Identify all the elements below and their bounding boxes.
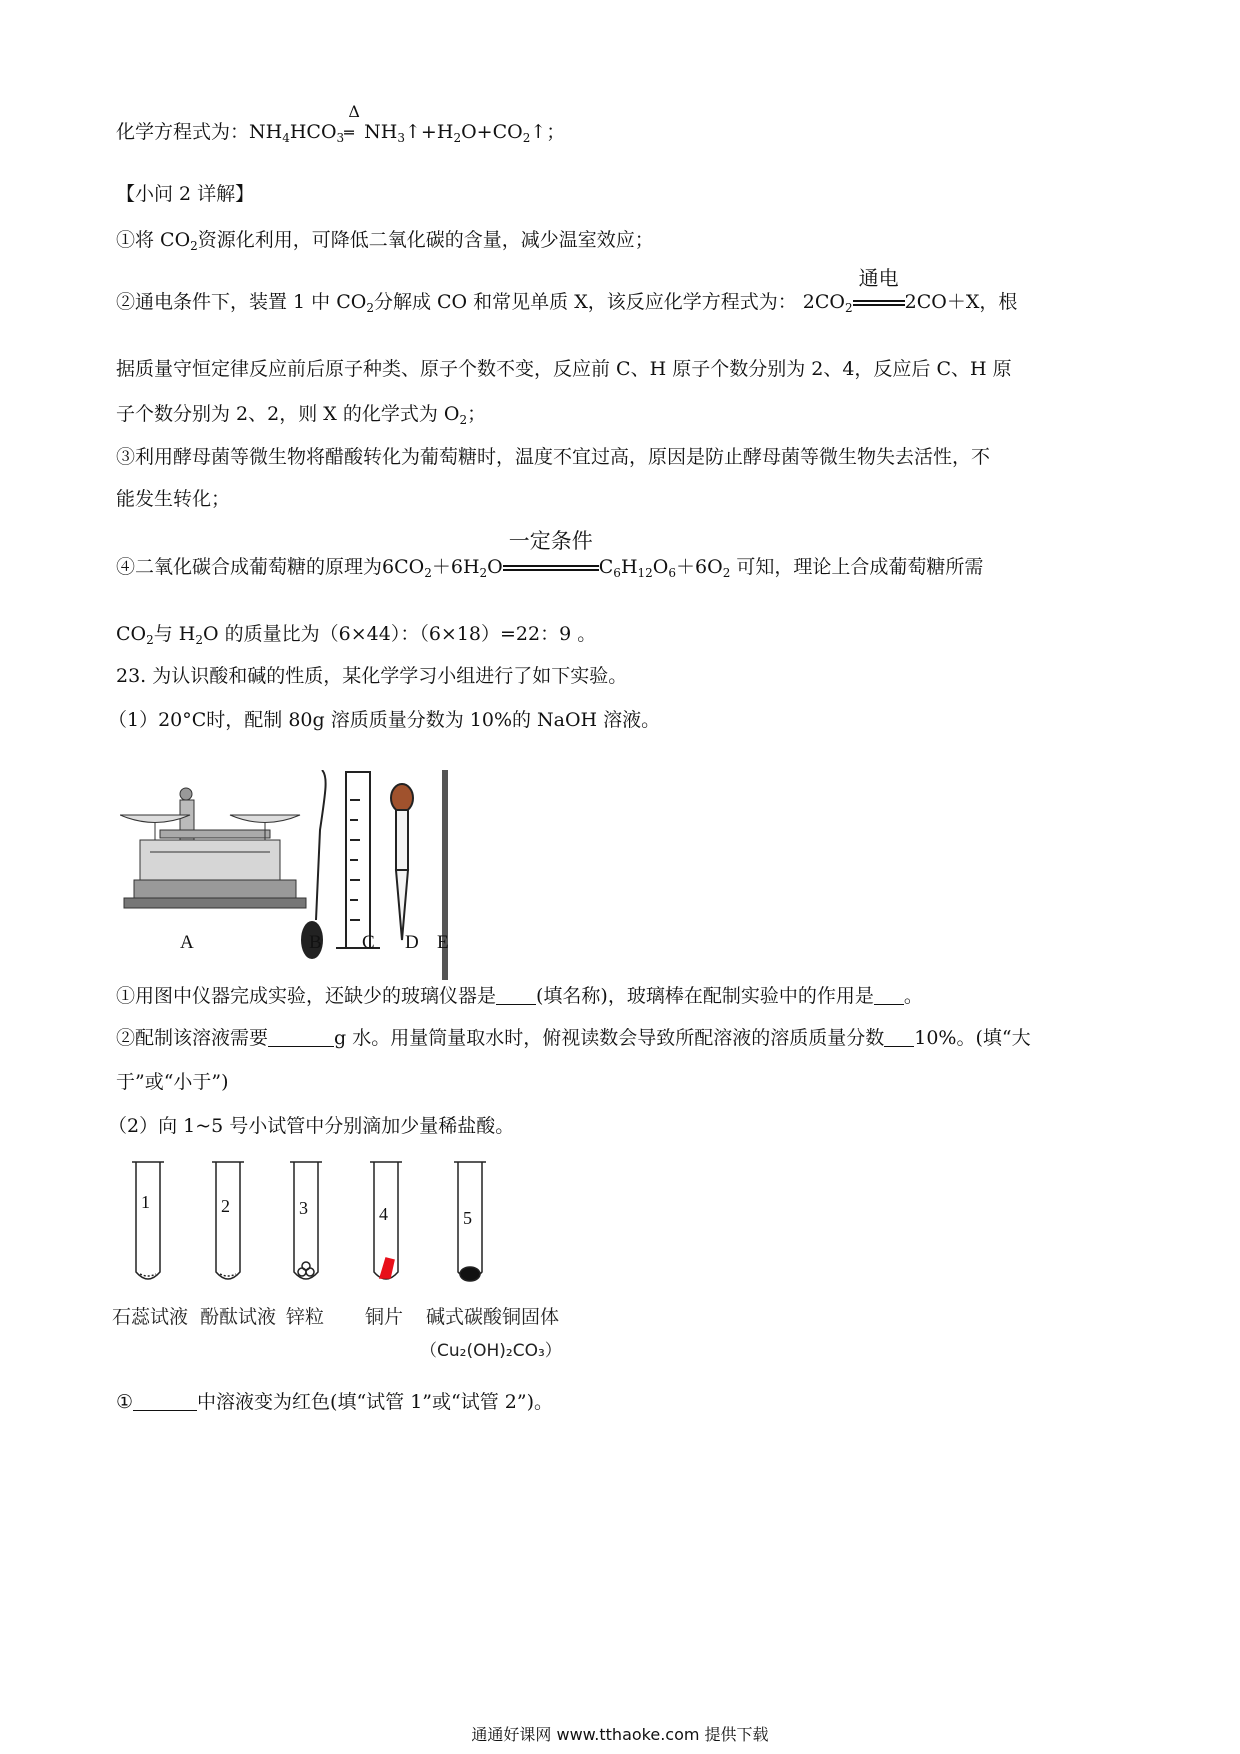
tube-number-1: 1	[141, 1192, 150, 1212]
caption-basic-copper-carbonate: 碱式碳酸铜固体	[426, 1306, 560, 1328]
paragraph-1: ①将 $CO_2$资源化利用，可降低二氧化碳的含量，减少温室效应；	[116, 229, 654, 253]
label-C: C	[362, 932, 375, 953]
label-B: B	[309, 932, 322, 953]
section-heading: 【小问 2 详解】	[116, 183, 255, 205]
test-tube-2-icon	[212, 1162, 244, 1279]
caption-phenolphthalein: 酚酞试液	[200, 1306, 277, 1328]
paragraph-8: $CO_2$与 $H_2O$ 的质量比为（6×44）：（6×18）=22：9 。	[116, 623, 597, 647]
sub-question-1: ①用图中仪器完成实验，还缺少的玻璃仪器是 (填名称)，玻璃棒在配制实验中的作用是 。	[116, 985, 923, 1007]
paragraph-2: ②通电条件下，装置 1 中 $CO_2$分解成 CO 和常见单质 X，该反应化学方程式为： $2CO_2$ 通电 2CO＋X，根	[116, 266, 1018, 315]
answer-blank-5[interactable]	[133, 1392, 197, 1411]
paragraph-7: ④二氧化碳合成葡萄糖的原理为$6CO_2+6H_2O$ 一定条件 $C_6H_{12}O_6+6O_2$ 可知，理论上合成葡萄糖所需	[116, 529, 984, 580]
paragraph-4: 子个数分别为 2、2，则 X 的化学式为 $O_2$；	[116, 403, 487, 427]
spoon-icon	[302, 770, 326, 958]
tube-number-5: 5	[463, 1208, 472, 1228]
tube-number-3: 3	[299, 1198, 308, 1218]
paragraph-3: 据质量守恒定律反应前后原子种类、原子个数不变，反应前 C、H 原子个数分别为 2、4，反应后 C、H 原	[116, 358, 1012, 380]
paragraph-5: ③利用酵母菌等微生物将醋酸转化为葡萄糖时，温度不宜过高，原因是防止酵母菌等微生物失去活性，不	[116, 446, 991, 468]
sub-question-2: ②配制该溶液需要 g 水。用量筒量取水时，俯视读数会导致所配溶液的溶质质量分数 10%。(填“大	[116, 1027, 1031, 1049]
sub-question-2-cont: 于”或“小于”)	[116, 1071, 229, 1093]
tube-number-4: 4	[379, 1204, 388, 1224]
question-part-1: （1）20°C时，配制 80g 溶质质量分数为 10%的 NaOH 溶液。	[108, 709, 661, 731]
page-footer: 通通好课网 www.tthaoke.com 提供下载	[471, 1725, 769, 1744]
label-D: D	[405, 932, 419, 953]
answer-blank-2[interactable]	[874, 986, 904, 1005]
equation-line-1: 化学方程式为：$NH_4HCO_3$ Δ ═ $NH_3↑+H_2O+CO_2↑$；	[116, 102, 566, 145]
question-23: 23. 为认识酸和碱的性质，某化学学习小组进行了如下实验。	[116, 665, 628, 687]
test-tubes-figure	[120, 1160, 580, 1290]
answer-blank-4[interactable]	[884, 1028, 914, 1047]
measuring-cylinder-icon	[336, 772, 380, 948]
sub-question-3: ① 中溶液变为红色(填“试管 1”或“试管 2”)。	[116, 1391, 553, 1413]
caption-copper: 铜片	[365, 1306, 404, 1328]
label-A: A	[180, 932, 194, 953]
paragraph-6: 能发生转化；	[116, 488, 231, 510]
caption-formula: （Cu₂(OH)₂CO₃）	[420, 1341, 562, 1361]
balance-icon	[120, 788, 306, 908]
answer-blank-1[interactable]	[496, 986, 536, 1005]
lab-instruments-figure	[120, 770, 540, 1010]
dropper-icon	[391, 784, 413, 940]
answer-blank-3[interactable]	[268, 1028, 334, 1047]
tube-number-2: 2	[221, 1196, 230, 1216]
test-tube-3-icon	[290, 1162, 322, 1279]
caption-litmus: 石蕊试液	[112, 1306, 189, 1328]
test-tube-1-icon	[132, 1162, 164, 1279]
caption-zinc: 锌粒	[286, 1306, 325, 1328]
question-part-2: （2）向 1~5 号小试管中分别滴加少量稀盐酸。	[108, 1115, 515, 1137]
label-E: E	[437, 932, 449, 953]
